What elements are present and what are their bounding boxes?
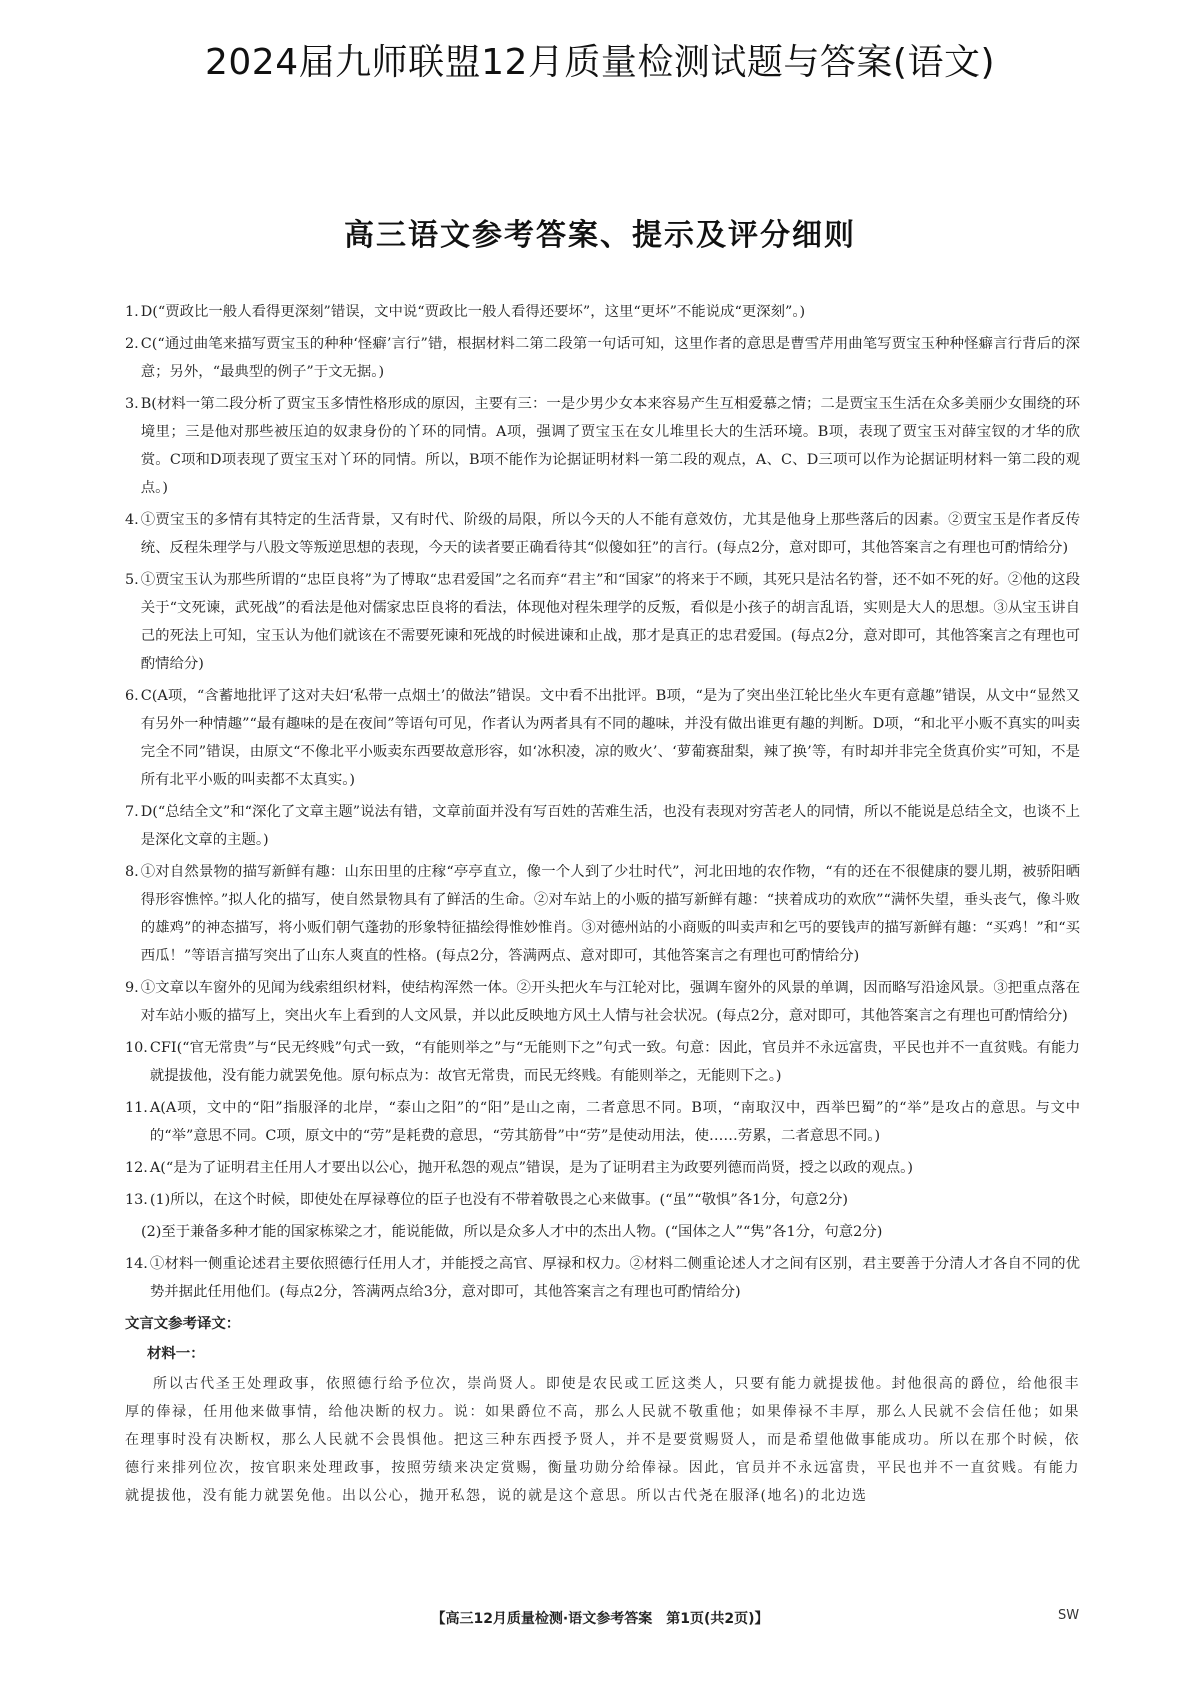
document-top-title: 2024届九师联盟12月质量检测试题与答案(语文) (204, 42, 996, 83)
item-text: ①对自然景物的描写新鲜有趣：山东田里的庄稼“亭亭直立，像一个人到了少壮时代”，河北田地的农作物，“有的还在不很健康的婴儿期，被骄阳晒得形容憔悴。”拟人化的描写，使自然景物具有了鲜活的生命。②对车站上的小贩的描写新鲜有趣：“挟着成功的欢欣”“满怀失望，垂头丧气，像斗败的雄鸡”的神态描写，将小贩们朝气蓬勃的形象特征描绘得惟妙惟肖。③对德州站的小商贩的叫卖声和乞丐的要钱声的描写新鲜有趣：“买鸡！”和“买西瓜！”等语言描写突出了山东人爽直的性格。(每点2分，答满两点、意对即可，其他答案言之有理也可酌情给分) (140, 864, 1080, 964)
answer-item-13 (125, 1186, 1080, 1214)
item-text: D(“贾政比一般人看得更深刻”错误，文中说“贾政比一般人看得还要坏”，这里“更坏”不能说成“更深刻”。) (140, 304, 806, 320)
answer-item-2 (125, 330, 1080, 386)
answer-content (125, 298, 1080, 1510)
item-number: 7. (125, 804, 139, 820)
answer-item-10 (125, 1034, 1080, 1090)
answer-item-4 (125, 506, 1080, 562)
item-number: 1. (125, 304, 139, 320)
item-number: 12. (125, 1160, 148, 1176)
item-text: A(“是为了证明君主任用人才要出以公心，抛开私怨的观点”错误，是为了证明君主为政要列德而尚贤，授之以政的观点。) (149, 1160, 913, 1176)
item-number: 4. (125, 512, 139, 528)
item-number: 14. (125, 1256, 148, 1272)
item-number: 11. (125, 1100, 148, 1116)
item-text: D(“总结全文”和“深化了文章主题”说法有错，文章前面并没有写百姓的苦难生活，也没有表现对穷苦老人的同情，所以不能说是总结全文，也谈不上是深化文章的主题。) (140, 804, 1080, 848)
answer-item-5 (125, 566, 1080, 678)
footer-code: SW (1058, 1608, 1080, 1623)
answer-item-8 (125, 858, 1080, 970)
item-number: 2. (125, 336, 139, 352)
material-one-label: 材料一： (147, 1345, 205, 1362)
answer-item-7 (125, 798, 1080, 854)
item-number: 8. (125, 864, 139, 880)
answer-item-11 (125, 1094, 1080, 1150)
item-text: A(A项，文中的“阳”指服泽的北岸，“泰山之阳”的“阳”是山之南，二者意思不同。B项，“南取汉中，西举巴蜀”的“举”是攻占的意思。与文中的“举”意思不同。C项，原文中的“劳”是耗费的意思，“劳其筋骨”中“劳”是使动用法，使……劳累，二者意思不同。) (149, 1100, 1080, 1144)
answer-item-13-part-2: (2)至于兼备多种才能的国家栋梁之才，能说能做，所以是众多人才中的杰出人物。(“国体之人”“隽”各1分，句意2分) (141, 1224, 883, 1240)
item-text: B(材料一第二段分析了贾宝玉多情性格形成的原因，主要有三：一是少男少女本来容易产生互相爱慕之情；二是贾宝玉生活在众多美丽少女围绕的环境里；三是他对那些被压迫的奴隶身份的丫环的同情。A项，强调了贾宝玉在女儿堆里长大的生活环境。B项，表现了贾宝玉对薛宝钗的才华的欣赏。C项和D项表现了贾宝玉对丫环的同情。所以，B项不能作为论据证明材料一第二段的观点，A、C、D三项可以作为论据证明材料一第二段的观点。) (140, 396, 1080, 496)
item-text: C(“通过曲笔来描写贾宝玉的种种‘怪癖’言行”错，根据材料二第二段第一句话可知，这里作者的意思是曹雪芹用曲笔写贾宝玉种种怪癖言行背后的深意；另外，“最典型的例子”于文无据。) (140, 336, 1080, 380)
answer-item-12 (125, 1154, 1080, 1182)
item-text: ①贾宝玉认为那些所谓的“忠臣良将”为了博取“忠君爱国”之名而弃“君主”和“国家”的将来于不顾，其死只是沽名钓誉，还不如不死的好。②他的这段关于“文死谏，武死战”的看法是他对儒家忠臣良将的看法，体现他对程朱理学的反叛，看似是小孩子的胡言乱语，实则是大人的思想。③从宝玉讲自己的死法上可知，宝玉认为他们就该在不需要死谏和死战的时候进谏和止战，那才是真正的忠君爱国。(每点2分，意对即可，其他答案言之有理也可酌情给分) (140, 572, 1080, 672)
answer-item-3 (125, 390, 1080, 502)
item-text: ①文章以车窗外的见闻为线索组织材料，使结构浑然一体。②开头把火车与江轮对比，强调车窗外的风景的单调，因而略写沿途风景。③把重点落在对车站小贩的描写上，突出火车上看到的人文风景，并以此反映地方风土人情与社会状况。(每点2分，意对即可，其他答案言之有理也可酌情给分) (140, 980, 1080, 1024)
answer-item-14 (125, 1250, 1080, 1306)
item-text: (1)所以，在这个时候，即使处在厚禄尊位的臣子也没有不带着敬畏之心来做事。(“虽”“敬惧”各1分，句意2分) (149, 1192, 849, 1208)
item-text: C(A项，“含蓄地批评了这对夫妇‘私带一点烟土’的做法”错误。文中看不出批评。B项，“是为了突出坐江轮比坐火车更有意趣”错误，从文中“显然又有另外一种情趣”“最有趣味的是在夜间”等语句可见，作者认为两者具有不同的趣味，并没有做出谁更有趣的判断。D项，“和北平小贩不真实的叫卖完全不同”错误，由原文“不像北平小贩卖东西要故意形容，如‘冰积凌，凉的败火’、‘萝葡赛甜梨，辣了换’等，有时却并非完全货真价实”可知，不是所有北平小贩的叫卖都不太真实。) (140, 688, 1080, 788)
item-number: 3. (125, 396, 139, 412)
translation-heading: 文言文参考译文： (125, 1315, 241, 1332)
answer-item-1 (125, 298, 1080, 326)
item-number: 5. (125, 572, 139, 588)
item-text: ①贾宝玉的多情有其特定的生活背景，又有时代、阶级的局限，所以今天的人不能有意效仿，尤其是他身上那些落后的因素。②贾宝玉是作者反传统、反程朱理学与八股文等叛逆思想的表现，今天的读者要正确看待其“似傻如狂”的言行。(每点2分，意对即可，其他答案言之有理也可酌情给分) (140, 512, 1080, 556)
answer-item-6 (125, 682, 1080, 794)
item-text: CFI(“官无常贵”与“民无终贱”句式一致，“有能则举之”与“无能则下之”句式一致。句意：因此，官员并不永远富贵，平民也并不一直贫贱。有能力就提拔他，没有能力就罢免他。原句标点为：故官无常贵，而民无终贱。有能则举之，无能则下之。) (149, 1040, 1080, 1084)
translation-paragraph: 所以古代圣王处理政事，依照德行给予位次，崇尚贤人。即使是农民或工匠这类人，只要有能力就提拔他。封他很高的爵位，给他很丰厚的俸禄，任用他来做事情，给他决断的权力。说：如果爵位不高，那么人民就不敬重他；如果俸禄不丰厚，那么人民就不会信任他；如果在理事时没有决断权，那么人民就不会畏惧他。把这三种东西授予贤人，并不是要赏赐贤人，而是希望他做事能成功。所以在那个时候，依德行来排列位次，按官职来处理政事，按照劳绩来决定赏赐，衡量功勋分给俸禄。因此，官员并不永远富贵，平民也并不一直贫贱。有能力就提拔他，没有能力就罢免他。出以公心，抛开私怨，说的就是这个意思。所以古代尧在服泽(地名)的北边选 (125, 1376, 1080, 1504)
item-number: 10. (125, 1040, 148, 1056)
item-number: 6. (125, 688, 139, 704)
item-number: 9. (125, 980, 139, 996)
item-number: 13. (125, 1192, 148, 1208)
page-footer: 【高三12月质量检测·语文参考答案 第1页(共2页)】 (431, 1611, 769, 1627)
answer-key-title: 高三语文参考答案、提示及评分细则 (344, 218, 856, 253)
answer-item-9 (125, 974, 1080, 1030)
item-text: ①材料一侧重论述君主要依照德行任用人才，并能授之高官、厚禄和权力。②材料二侧重论述人才之间有区别，君主要善于分清人才各自不同的优势并据此任用他们。(每点2分，答满两点给3分，意对即可，其他答案言之有理也可酌情给分) (149, 1256, 1080, 1300)
